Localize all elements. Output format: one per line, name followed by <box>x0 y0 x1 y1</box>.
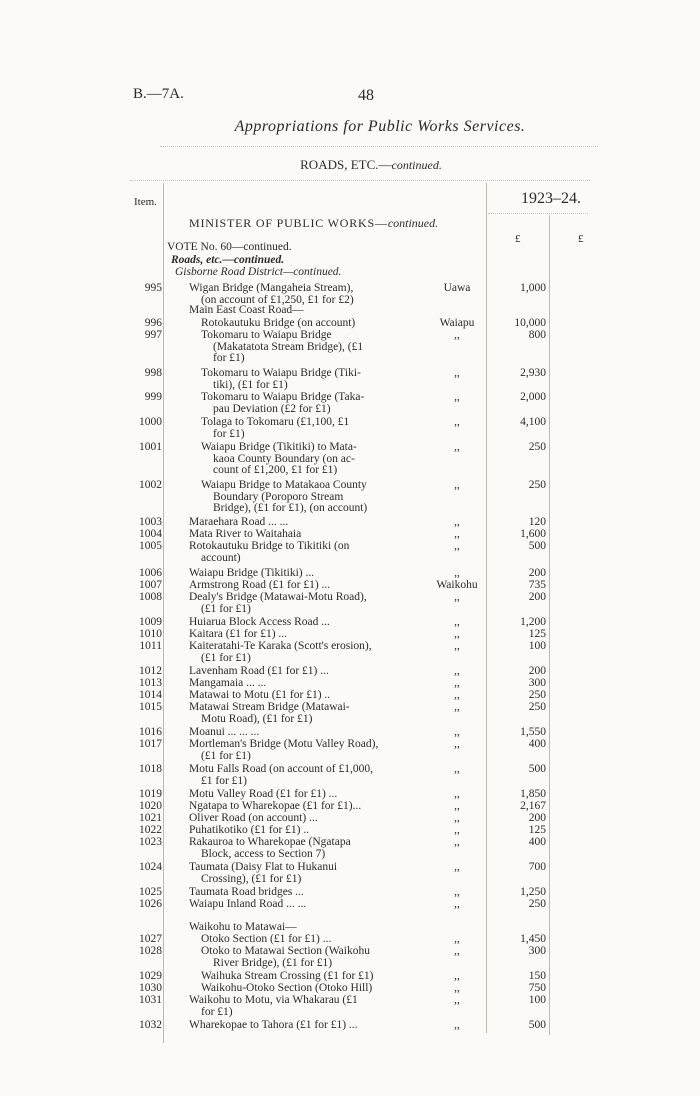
amount: 1,850 <box>520 788 546 800</box>
minister-heading <box>189 216 438 231</box>
amount: 300 <box>528 945 546 957</box>
amount: 2,000 <box>520 391 546 403</box>
electoral-district: ,, <box>454 738 460 750</box>
item-description <box>201 480 367 515</box>
description-line: Otoko to Matawai Section (Waikohu <box>201 945 370 957</box>
electoral-district: ,, <box>454 701 460 713</box>
description-line: Matawai to Motu (£1 for £1) .. <box>189 689 331 701</box>
amount: 200 <box>528 812 546 824</box>
item-description <box>189 764 373 787</box>
item-number: 1020 <box>139 800 162 812</box>
description-line: Waihuka Stream Crossing (£1 for £1) <box>201 970 374 982</box>
electoral-district: ,, <box>454 933 460 945</box>
item-description <box>189 739 378 762</box>
item-description <box>189 690 330 702</box>
amount: 200 <box>528 665 546 677</box>
item-number: 1010 <box>139 628 162 640</box>
electoral-district: ,, <box>454 528 460 540</box>
amount: 500 <box>528 763 546 775</box>
amount: 10,000 <box>514 317 546 329</box>
electoral-district: ,, <box>454 329 460 341</box>
description-line: Rakauroa to Wharekopae (Ngatapa <box>189 836 351 848</box>
item-description <box>189 702 350 725</box>
item-description <box>189 629 287 641</box>
table-top-rule <box>130 180 590 181</box>
electoral-district: ,, <box>454 886 460 898</box>
item-number: 1002 <box>139 479 162 491</box>
item-number: 1024 <box>139 861 162 873</box>
amount: 250 <box>528 689 546 701</box>
item-description <box>189 529 301 541</box>
amount: 750 <box>528 982 546 994</box>
item-description <box>201 934 331 946</box>
description-line: River Bridge), (£1 for £1) <box>213 956 333 969</box>
item-number: 1013 <box>139 677 162 689</box>
electoral-district: ,, <box>454 763 460 775</box>
amount: 100 <box>528 994 546 1006</box>
item-number: 997 <box>144 329 162 341</box>
item-number: 1026 <box>139 898 162 910</box>
description-line: (Makatatota Stream Bridge), (£1 <box>213 340 364 353</box>
item-description <box>189 568 314 580</box>
description-line: (£1 for £1) <box>201 602 251 615</box>
electoral-district: Waiapu <box>439 317 475 329</box>
description-line: Rotokautuku Bridge (on account) <box>201 317 356 329</box>
amount: 1,550 <box>520 726 546 738</box>
electoral-district: ,, <box>454 994 460 1006</box>
item-number: 999 <box>144 391 162 403</box>
item-description <box>189 789 337 801</box>
electoral-district: ,, <box>454 516 460 528</box>
electoral-district: ,, <box>454 836 460 848</box>
description-line: Waikohu-Otoko Section (Otoko Hill) <box>201 982 373 994</box>
year-column-heading: 1923–24. <box>521 190 581 207</box>
description-line: Oliver Road (on account) ... <box>189 812 318 824</box>
description-line: Huiarua Block Access Road ... <box>189 616 330 628</box>
item-number: 1006 <box>139 567 162 579</box>
item-description <box>201 946 370 969</box>
item-number: 1028 <box>139 945 162 957</box>
description-line: for £1) <box>213 352 245 365</box>
description-line: Ngatapa to Wharekopae (£1 for £1)... <box>189 800 362 812</box>
amount: 1,250 <box>520 886 546 898</box>
item-description <box>189 899 306 911</box>
description-line: account) <box>201 551 241 564</box>
item-number: 1003 <box>139 516 162 528</box>
description-line: Taumata Road bridges ... <box>189 886 304 898</box>
electoral-district: ,, <box>454 726 460 738</box>
amount: 400 <box>528 738 546 750</box>
description-line: Rotokautuku Bridge to Tikitiki (on <box>189 540 350 552</box>
item-description <box>189 580 330 592</box>
description-line: Crossing), (£1 for £1) <box>201 872 302 885</box>
description-line: Motu Falls Road (on account of £1,000, <box>189 763 373 775</box>
description-line: for £1) <box>201 1005 233 1018</box>
description-line: Tolaga to Tokomaru (£1,100, £1 <box>201 416 350 428</box>
description-line: Waiapu Bridge (Tikitiki) ... <box>189 567 315 579</box>
electoral-district: ,, <box>454 970 460 982</box>
subhead-waikohu-matawai: Waikohu to Matawai— <box>189 921 297 933</box>
amount: 1,200 <box>520 616 546 628</box>
description-line: Block, access to Section 7) <box>201 847 326 860</box>
description-line: for £1) <box>213 427 245 440</box>
description-line: Tokomaru to Waiapu Bridge <box>201 329 332 341</box>
amount: 1,600 <box>520 528 546 540</box>
item-number: 1032 <box>139 1019 162 1031</box>
item-number: 1030 <box>139 982 162 994</box>
item-number: 996 <box>144 317 162 329</box>
item-number: 1016 <box>139 726 162 738</box>
item-description <box>201 368 361 391</box>
description-line: Boundary (Poroporo Stream <box>213 490 344 503</box>
amount: 200 <box>528 567 546 579</box>
item-description <box>189 995 358 1018</box>
amount: 800 <box>528 329 546 341</box>
description-line: Tokomaru to Waiapu Bridge (Tiki- <box>201 367 361 379</box>
pound-sign-left: £ <box>515 233 521 245</box>
amount: 700 <box>528 861 546 873</box>
description-line: pau Deviation (£2 for £1) <box>213 402 331 415</box>
item-number: 1007 <box>139 579 162 591</box>
item-description <box>189 666 329 678</box>
electoral-district: ,, <box>454 616 460 628</box>
item-description <box>189 617 330 629</box>
electoral-district: ,, <box>454 788 460 800</box>
description-line: Waikohu to Motu, via Whakarau (£1 <box>189 994 358 1006</box>
item-number: 1019 <box>139 788 162 800</box>
item-number: 995 <box>144 282 162 294</box>
description-line: tiki), (£1 for £1) <box>213 378 288 391</box>
electoral-district: ,, <box>454 479 460 491</box>
item-number: 1031 <box>139 994 162 1006</box>
electoral-district: ,, <box>454 945 460 957</box>
amount: 500 <box>528 1019 546 1031</box>
item-description <box>201 330 363 365</box>
description-line: Mortleman's Bridge (Motu Valley Road), <box>189 738 379 750</box>
amount: 4,100 <box>520 416 546 428</box>
item-description <box>201 442 357 477</box>
item-number: 1021 <box>139 812 162 824</box>
item-number: 1012 <box>139 665 162 677</box>
amount: 1,450 <box>520 933 546 945</box>
amount: 300 <box>528 677 546 689</box>
item-description <box>201 983 372 995</box>
description-line: Puhatikotiko (£1 for £1) .. <box>189 824 310 836</box>
description-line: Kaiteratahi-Te Karaka (Scott's erosion), <box>189 640 372 652</box>
description-line: Matawai Stream Bridge (Matawai- <box>189 701 350 713</box>
amount: 100 <box>528 640 546 652</box>
amount: 125 <box>528 824 546 836</box>
item-number: 1009 <box>139 616 162 628</box>
item-column-divider <box>163 183 164 1043</box>
section-heading-roads: ROADS, ETC.— <box>300 157 392 172</box>
item-number: 1008 <box>139 591 162 603</box>
description-line: Waiapu Bridge (Tikitiki) to Mata- <box>201 441 357 453</box>
item-description <box>189 541 349 564</box>
description-line: Dealy's Bridge (Matawai-Motu Road), <box>189 591 367 603</box>
page-title: Appropriations for Public Works Services. <box>234 118 526 135</box>
amount: 2,167 <box>520 800 546 812</box>
amount: 250 <box>528 898 546 910</box>
description-line: (on account of £1,250, £1 for £2) <box>201 293 354 306</box>
roads-subheading: Roads, etc.—continued. <box>171 254 285 266</box>
amount: 2,930 <box>520 367 546 379</box>
item-description <box>189 862 337 885</box>
item-description <box>201 318 355 330</box>
item-description <box>201 392 364 415</box>
description-line: Taumata (Daisy Flat to Hukanui <box>189 861 338 873</box>
item-description <box>189 517 288 529</box>
item-number: 1027 <box>139 933 162 945</box>
electoral-district: ,, <box>454 812 460 824</box>
amount: 150 <box>528 970 546 982</box>
item-description <box>189 825 309 837</box>
item-description <box>189 801 361 813</box>
amount: 125 <box>528 628 546 640</box>
description-line: Otoko Section (£1 for £1) ... <box>201 933 332 945</box>
description-line: £1 for £1) <box>201 774 247 787</box>
item-description <box>189 592 367 615</box>
description-line: Maraehara Road ... ... <box>189 516 289 528</box>
amount: 500 <box>528 540 546 552</box>
page-number: 48 <box>358 87 374 104</box>
item-description <box>189 1020 358 1032</box>
electoral-district: ,, <box>454 665 460 677</box>
electoral-district: ,, <box>454 824 460 836</box>
amount: 120 <box>528 516 546 528</box>
electoral-district: ,, <box>454 982 460 994</box>
item-description <box>189 678 266 690</box>
item-description <box>189 887 304 899</box>
section-heading <box>0 157 700 173</box>
amount: 250 <box>528 441 546 453</box>
item-description <box>189 813 318 825</box>
amount: 735 <box>528 579 546 591</box>
electoral-district: ,, <box>454 640 460 652</box>
item-number: 1029 <box>139 970 162 982</box>
item-number: 1004 <box>139 528 162 540</box>
electoral-district: ,, <box>454 677 460 689</box>
item-description <box>189 837 351 860</box>
description-line: Waiapu Bridge to Matakaoa County <box>201 479 367 491</box>
amount: 200 <box>528 591 546 603</box>
amount: 250 <box>528 701 546 713</box>
item-number: 998 <box>144 367 162 379</box>
electoral-district: Waikohu <box>436 579 478 591</box>
electoral-district: ,, <box>454 861 460 873</box>
description-line: Wharekopae to Tahora (£1 for £1) ... <box>189 1019 358 1031</box>
description-line: Motu Road), (£1 for £1) <box>201 712 313 725</box>
item-number: 1018 <box>139 763 162 775</box>
description-line: (£1 for £1) <box>201 749 251 762</box>
item-number: 1015 <box>139 701 162 713</box>
item-description <box>189 641 372 664</box>
electoral-district: ,, <box>454 1019 460 1031</box>
electoral-district: ,, <box>454 800 460 812</box>
description-line: Tokomaru to Waiapu Bridge (Taka- <box>201 391 365 403</box>
description-line: Moanui ... ... ... <box>189 726 260 738</box>
electoral-district: ,, <box>454 367 460 379</box>
amount: 400 <box>528 836 546 848</box>
item-description <box>201 971 374 983</box>
description-line: Wigan Bridge (Mangaheia Stream), <box>189 282 354 294</box>
item-number: 1017 <box>139 738 162 750</box>
pound-sign-right: £ <box>578 233 584 245</box>
description-line: Mata River to Waitahaia <box>189 528 302 540</box>
item-number: 1023 <box>139 836 162 848</box>
amount: 250 <box>528 479 546 491</box>
vote-heading: VOTE No. 60—continued. <box>167 241 292 253</box>
title-rule <box>160 146 598 147</box>
description-line: Waiapu Inland Road ... ... <box>189 898 307 910</box>
minister-name: MINISTER OF PUBLIC WORKS— <box>189 216 388 230</box>
item-number: 1022 <box>139 824 162 836</box>
electoral-district: ,, <box>454 898 460 910</box>
description-line: Bridge), (£1 for £1), (on account) <box>213 502 368 515</box>
year-heading-rule <box>488 213 588 214</box>
item-number: 1001 <box>139 441 162 453</box>
description-line: kaoa County Boundary (on ac- <box>213 452 355 465</box>
item-number: 1000 <box>139 416 162 428</box>
running-head-series: B.—7A. <box>133 86 184 102</box>
electoral-district: ,, <box>454 689 460 701</box>
electoral-district: ,, <box>454 591 460 603</box>
item-description <box>201 417 349 440</box>
description-line: count of £1,200, £1 for £1) <box>213 464 338 477</box>
electoral-district: ,, <box>454 441 460 453</box>
description-line: Lavenham Road (£1 for £1) ... <box>189 665 329 677</box>
description-line: Motu Valley Road (£1 for £1) ... <box>189 788 338 800</box>
item-number: 1005 <box>139 540 162 552</box>
electoral-district: ,, <box>454 416 460 428</box>
description-line: (£1 for £1) <box>201 651 251 664</box>
item-number: 1025 <box>139 886 162 898</box>
minister-continued: continued. <box>387 216 439 230</box>
total-column-divider <box>549 215 550 1035</box>
description-line: Kaitara (£1 for £1) ... <box>189 628 288 640</box>
electoral-district: ,, <box>454 540 460 552</box>
description-line: Mangamaia ... ... <box>189 677 267 689</box>
item-number: 1014 <box>139 689 162 701</box>
item-number: 1011 <box>139 640 162 652</box>
electoral-district: ,, <box>454 567 460 579</box>
item-description <box>189 283 354 306</box>
subhead-main-east-coast: Main East Coast Road— <box>189 304 304 316</box>
electoral-district: Uawa <box>443 282 471 294</box>
description-line: Armstrong Road (£1 for £1) ... <box>189 579 331 591</box>
item-column-heading: Item. <box>134 196 157 208</box>
item-description <box>189 727 259 739</box>
electoral-district: ,, <box>454 391 460 403</box>
section-heading-continued: continued. <box>391 158 442 172</box>
electoral-district: ,, <box>454 628 460 640</box>
district-heading: Gisborne Road District—continued. <box>175 266 342 278</box>
amount: 1,000 <box>520 282 546 294</box>
